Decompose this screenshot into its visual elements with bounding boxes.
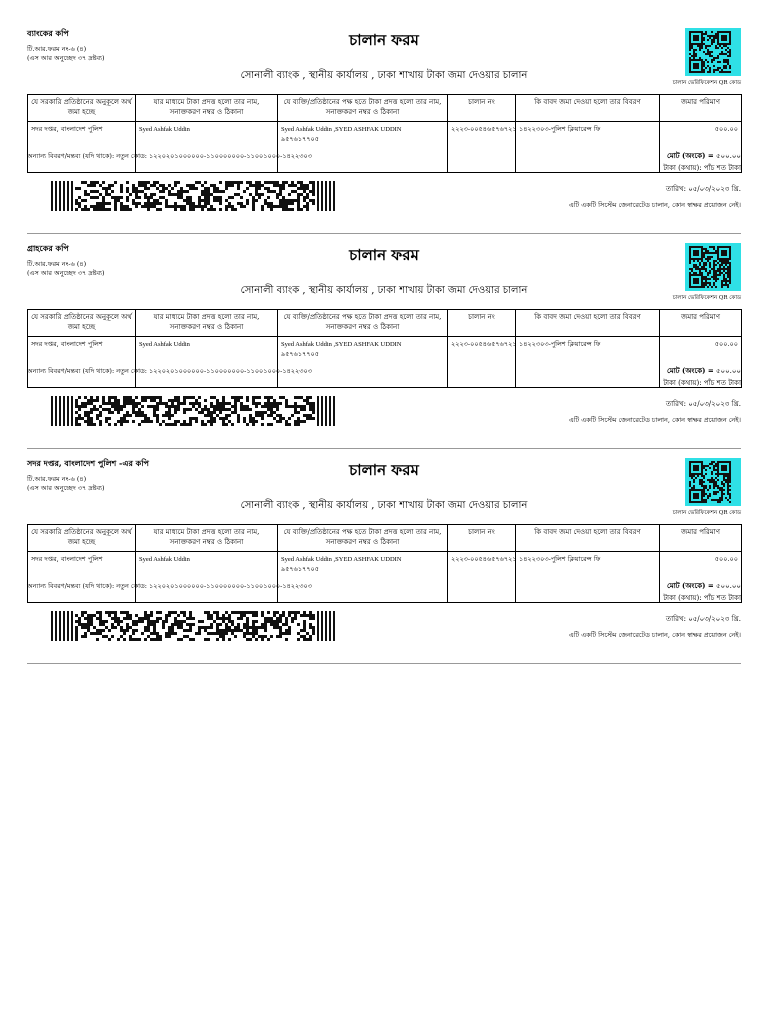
copy-label: ব্যাংকের কপি <box>27 28 69 38</box>
column-header: চালান নং <box>448 95 516 122</box>
challan-no-cell: ২২২৩-০০৫৪৬৫৭৬৭২১ <box>448 122 516 173</box>
purpose-cell: ১৪২২৩০৩-পুলিশ ক্লিয়ারেন্স ফি <box>516 337 660 388</box>
on-behalf-id: ৯৫৭৬১৭৭০৫ <box>281 351 320 358</box>
copy-label: গ্রাহকের কপি <box>27 243 69 253</box>
column-header: যার মাধ্যমে টাকা প্রদত্ত হলো তার নাম, সনাক্তকরণ নম্বর ও ঠিকানা <box>136 525 278 552</box>
form-subtitle: সোনালী ব্যাংক , স্থানীয় কার্যালয় , ঢাকা শাখায় টাকা জমা দেওয়ার চালান <box>240 70 528 81</box>
amount-in-words: টাকা (কথায়): পাঁচ শত টাকা <box>663 379 741 387</box>
qr-caption: চালান ভেরিফিকেশন QR কোড <box>672 80 741 86</box>
challan-copy-bank <box>27 28 741 238</box>
barcode-icon <box>51 611 337 641</box>
challan-copy-customer <box>27 243 741 453</box>
other-info: অন্যান্য বিবরণ/মন্তব্য (যদি থাকে): নতুন কোড: ১২২০২০১০০০০০০-১১০০০০০০০-১১০০১০০০-১৪২২৩০৩ <box>27 367 312 375</box>
total-amount <box>667 150 741 162</box>
table-row <box>28 552 742 603</box>
challan-no-cell: ২২২৩-০০৫৪৬৫৭৬৭২১ <box>448 337 516 388</box>
total-label: মোট (অংকে) = <box>667 151 714 160</box>
column-header: যে ব্যক্তি/প্রতিষ্ঠানের পক্ষ হতে টাকা প্রদত্ত হলো তার নাম, সনাক্তকরণ নম্বর ও ঠিকানা <box>278 310 448 337</box>
qr-caption: চালান ভেরিফিকেশন QR কোড <box>672 295 741 301</box>
column-header: জমার পরিমাণ <box>660 95 742 122</box>
amount-cell: ৫০০.০০ <box>660 122 742 173</box>
amount-in-words: টাকা (কথায়): পাঁচ শত টাকা <box>663 594 741 602</box>
column-header: যার মাধ্যমে টাকা প্রদত্ত হলো তার নাম, সনাক্তকরণ নম্বর ও ঠিকানা <box>136 310 278 337</box>
on-behalf-id: ৯৫৭৬১৭৭০৫ <box>281 136 320 143</box>
institution-cell: সদর দপ্তর, বাংলাদেশ পুলিশ <box>28 337 136 388</box>
copy-separator <box>27 663 741 664</box>
on-behalf-name: Syed Ashfak Uddin ,SYED ASHFAK UDDIN <box>281 341 402 348</box>
column-header: যে সরকারি প্রতিষ্ঠানের অনুকূলে অর্থ জমা হচ্ছে <box>28 525 136 552</box>
form-no-text: টি.আর.ফরম নং-৬ (৪) <box>27 45 87 53</box>
system-note: এটি একটি সিস্টেম জেনারেটেড চালান, কোন স্বাক্ষর প্রয়োজন নেই। <box>568 201 741 209</box>
other-info: অন্যান্য বিবরণ/মন্তব্য (যদি থাকে): নতুন কোড: ১২২০২০১০০০০০০-১১০০০০০০০-১১০০১০০০-১৪২২৩০৩ <box>27 152 312 160</box>
table-header-row <box>28 310 742 337</box>
payer-cell: Syed Ashfak Uddin <box>136 122 278 173</box>
rule-ref-text: (এস আর অনুচ্ছেদ ৩৭ দ্রষ্টব্য) <box>27 484 105 492</box>
on-behalf-cell <box>278 122 448 173</box>
copy-separator <box>27 233 741 234</box>
challan-date: তারিখ: ০৫/০৩/২০২৩ খ্রি. <box>665 185 741 193</box>
table-header-row <box>28 525 742 552</box>
rule-ref-text: (এস আর অনুচ্ছেদ ৩৭ দ্রষ্টব্য) <box>27 269 105 277</box>
column-header: যে ব্যক্তি/প্রতিষ্ঠানের পক্ষ হতে টাকা প্রদত্ত হলো তার নাম, সনাক্তকরণ নম্বর ও ঠিকানা <box>278 95 448 122</box>
payer-cell: Syed Ashfak Uddin <box>136 337 278 388</box>
form-title: চালান ফরম <box>349 31 419 49</box>
column-header: জমার পরিমাণ <box>660 310 742 337</box>
challan-date: তারিখ: ০৫/০৩/২০২৩ খ্রি. <box>665 615 741 623</box>
column-header: চালান নং <box>448 525 516 552</box>
table-row <box>28 337 742 388</box>
on-behalf-id: ৯৫৭৬১৭৭০৫ <box>281 566 320 573</box>
column-header: জমার পরিমাণ <box>660 525 742 552</box>
payer-cell: Syed Ashfak Uddin <box>136 552 278 603</box>
column-header: যে সরকারি প্রতিষ্ঠানের অনুকূলে অর্থ জমা হচ্ছে <box>28 95 136 122</box>
qr-code-icon <box>685 458 741 506</box>
on-behalf-name: Syed Ashfak Uddin ,SYED ASHFAK UDDIN <box>281 556 402 563</box>
on-behalf-name: Syed Ashfak Uddin ,SYED ASHFAK UDDIN <box>281 126 402 133</box>
amount-in-words: টাকা (কথায়): পাঁচ শত টাকা <box>663 164 741 172</box>
total-label: মোট (অংকে) = <box>667 366 714 375</box>
column-header: চালান নং <box>448 310 516 337</box>
other-info: অন্যান্য বিবরণ/মন্তব্য (যদি থাকে): নতুন কোড: ১২২০২০১০০০০০০-১১০০০০০০০-১১০০১০০০-১৪২২৩০৩ <box>27 582 312 590</box>
system-note: এটি একটি সিস্টেম জেনারেটেড চালান, কোন স্বাক্ষর প্রয়োজন নেই। <box>568 416 741 424</box>
column-header: কি বাবদ জমা দেওয়া হলো তার বিবরণ <box>516 95 660 122</box>
system-note: এটি একটি সিস্টেম জেনারেটেড চালান, কোন স্বাক্ষর প্রয়োজন নেই। <box>568 631 741 639</box>
table-row <box>28 122 742 173</box>
challan-date: তারিখ: ০৫/০৩/২০২৩ খ্রি. <box>665 400 741 408</box>
qr-caption: চালান ভেরিফিকেশন QR কোড <box>672 510 741 516</box>
total-value: ৫০০.০০ <box>716 582 741 590</box>
rule-ref-text: (এস আর অনুচ্ছেদ ৩৭ দ্রষ্টব্য) <box>27 54 105 62</box>
form-title: চালান ফরম <box>349 246 419 264</box>
form-subtitle: সোনালী ব্যাংক , স্থানীয় কার্যালয় , ঢাকা শাখায় টাকা জমা দেওয়ার চালান <box>240 500 528 511</box>
purpose-cell: ১৪২২৩০৩-পুলিশ ক্লিয়ারেন্স ফি <box>516 122 660 173</box>
challan-no-cell: ২২২৩-০০৫৪৬৫৭৬৭২১ <box>448 552 516 603</box>
purpose-cell: ১৪২২৩০৩-পুলিশ ক্লিয়ারেন্স ফি <box>516 552 660 603</box>
total-amount <box>667 365 741 377</box>
total-amount <box>667 580 741 592</box>
qr-code-icon <box>685 28 741 76</box>
copy-separator <box>27 448 741 449</box>
barcode-icon <box>51 181 337 211</box>
form-no-text: টি.আর.ফরম নং-৬ (৪) <box>27 475 87 483</box>
copy-label: সদর দপ্তর, বাংলাদেশ পুলিশ -এর কপি <box>27 458 149 468</box>
total-label: মোট (অংকে) = <box>667 581 714 590</box>
column-header: যার মাধ্যমে টাকা প্রদত্ত হলো তার নাম, সনাক্তকরণ নম্বর ও ঠিকানা <box>136 95 278 122</box>
column-header: কি বাবদ জমা দেওয়া হলো তার বিবরণ <box>516 310 660 337</box>
amount-cell: ৫০০.০০ <box>660 337 742 388</box>
total-value: ৫০০.০০ <box>716 367 741 375</box>
column-header: যে সরকারি প্রতিষ্ঠানের অনুকূলে অর্থ জমা হচ্ছে <box>28 310 136 337</box>
challan-copy-police-hq <box>27 458 741 668</box>
form-subtitle: সোনালী ব্যাংক , স্থানীয় কার্যালয় , ঢাকা শাখায় টাকা জমা দেওয়ার চালান <box>240 285 528 296</box>
table-header-row <box>28 95 742 122</box>
institution-cell: সদর দপ্তর, বাংলাদেশ পুলিশ <box>28 122 136 173</box>
column-header: কি বাবদ জমা দেওয়া হলো তার বিবরণ <box>516 525 660 552</box>
form-no-text: টি.আর.ফরম নং-৬ (৪) <box>27 260 87 268</box>
form-title: চালান ফরম <box>349 461 419 479</box>
institution-cell: সদর দপ্তর, বাংলাদেশ পুলিশ <box>28 552 136 603</box>
column-header: যে ব্যক্তি/প্রতিষ্ঠানের পক্ষ হতে টাকা প্রদত্ত হলো তার নাম, সনাক্তকরণ নম্বর ও ঠিকানা <box>278 525 448 552</box>
amount-cell: ৫০০.০০ <box>660 552 742 603</box>
on-behalf-cell <box>278 552 448 603</box>
barcode-icon <box>51 396 337 426</box>
qr-code-icon <box>685 243 741 291</box>
on-behalf-cell <box>278 337 448 388</box>
total-value: ৫০০.০০ <box>716 152 741 160</box>
